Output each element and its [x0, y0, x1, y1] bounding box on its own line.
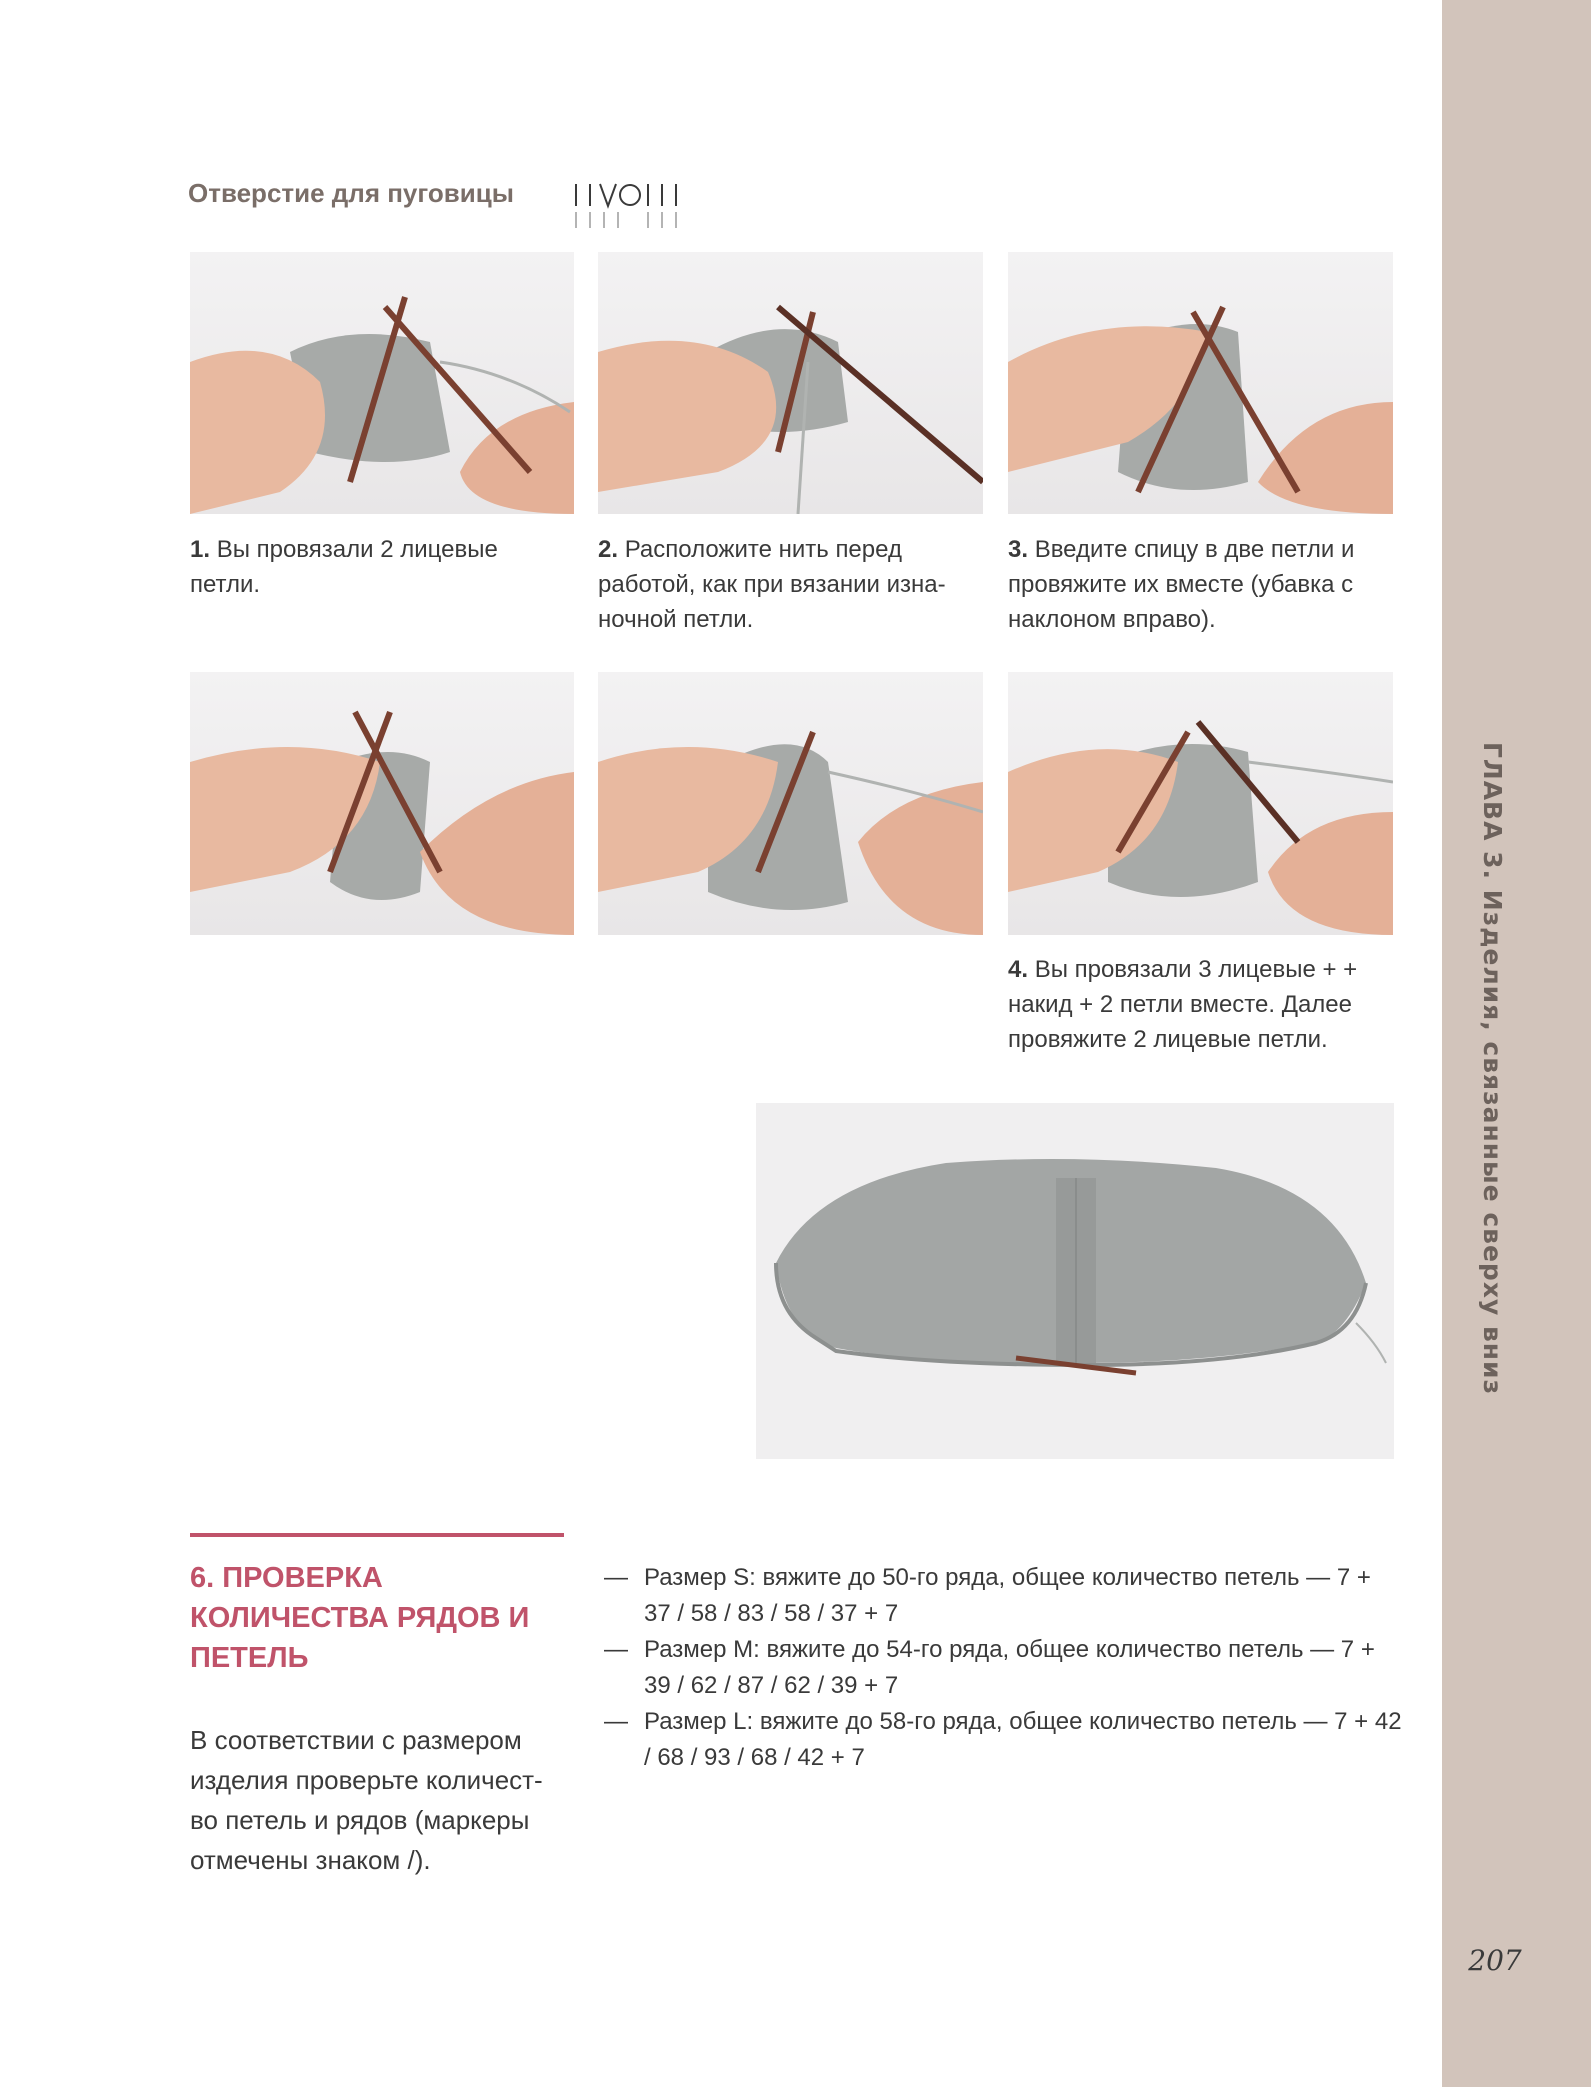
step-4-caption	[1008, 952, 1393, 1057]
step-number: 2.	[598, 536, 619, 563]
hands-knitting-illustration	[1008, 252, 1393, 514]
hands-knitting-illustration	[598, 252, 983, 514]
step-4b-photo	[598, 672, 983, 935]
size-list	[604, 1560, 1404, 1776]
step-text: Вы провязали 2 лицевые петли.	[190, 536, 498, 598]
step-4c-photo	[1008, 672, 1393, 935]
step-text: Расположите нить перед работой, как при вязании изна-ночной петли.	[598, 536, 946, 633]
cardigan-yoke-illustration	[756, 1103, 1394, 1459]
hands-knitting-illustration	[598, 672, 983, 935]
step-6-heading: 6. ПРОВЕРКА КОЛИЧЕСТВА РЯДОВ И ПЕТЕЛЬ	[190, 1562, 530, 1674]
hands-knitting-illustration	[190, 252, 574, 514]
size-text: Размер M: вяжите до 54-го ряда, общее количество петель — 7 + 39 / 62 / 87 / 62 / 39 + 7	[644, 1636, 1375, 1699]
dash-marker: —	[604, 1708, 628, 1735]
step-1-caption	[190, 532, 570, 602]
step-text: Вы провязали 3 лицевые + + накид + 2 петли вместе. Далее провяжите 2 лицевые петли.	[1008, 956, 1358, 1053]
page-number: 207	[1468, 1944, 1522, 1977]
dash-marker: —	[604, 1564, 628, 1591]
step-1-photo	[190, 252, 574, 514]
chapter-title: ГЛАВА 3. Изделия, связанные сверху вниз	[1478, 742, 1507, 1396]
dash-marker: —	[604, 1636, 628, 1663]
chapter-sidebar	[1442, 0, 1591, 2087]
section-rule	[190, 1533, 564, 1537]
step-text: Введите спицу в две петли и провяжите их вместе (убавка с наклоном вправо).	[1008, 536, 1355, 633]
step-3-photo	[1008, 252, 1393, 514]
hands-knitting-illustration	[190, 672, 574, 935]
hands-knitting-illustration	[1008, 672, 1393, 935]
garment-photo	[756, 1103, 1394, 1459]
step-number: 3.	[1008, 536, 1029, 563]
step-number: 1.	[190, 536, 211, 563]
step-2-photo	[598, 252, 983, 514]
list-item	[604, 1632, 1404, 1704]
size-text: Размер S: вяжите до 50-го ряда, общее количество петель — 7 + 37 / 58 / 83 / 58 / 37 + 7	[644, 1564, 1371, 1627]
step-3-caption	[1008, 532, 1393, 637]
step-6-intro: В соответствии с размером изделия проверьте количест-во петель и рядов (маркеры отмечены знаком /).	[190, 1725, 543, 1875]
step-4a-photo	[190, 672, 574, 935]
step-number: 4.	[1008, 956, 1029, 983]
step-2-caption	[598, 532, 983, 637]
list-item	[604, 1704, 1404, 1776]
list-item	[604, 1560, 1404, 1632]
section-title: Отверстие для пуговицы	[188, 178, 514, 208]
knitting-chart-symbols	[570, 178, 710, 234]
size-text: Размер L: вяжите до 58-го ряда, общее количество петель — 7 + 42 / 68 / 93 / 68 / 42 + 7	[644, 1708, 1402, 1771]
